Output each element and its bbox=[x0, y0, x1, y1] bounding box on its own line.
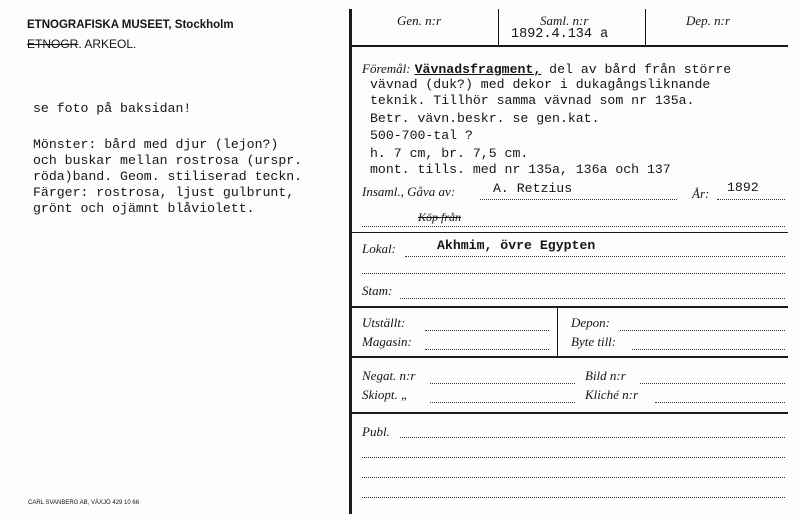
donor-value: A. Retzius bbox=[493, 181, 573, 196]
object-line-1-rest: del av bård från större bbox=[541, 62, 732, 77]
skiopt-label: Skiopt. „ bbox=[362, 387, 409, 402]
object-line-4: Betr. vävn.beskr. se gen.kat. bbox=[370, 111, 600, 126]
photo-note: se foto på baksidan! bbox=[33, 101, 192, 116]
header-rule bbox=[351, 45, 788, 47]
magasin-label: Magasin: bbox=[362, 334, 412, 349]
card-divider bbox=[349, 9, 352, 514]
rule-negat bbox=[351, 356, 788, 358]
pattern-line-2: och buskar mellan rostrosa (urspr. bbox=[33, 153, 303, 168]
colors-line-1: Färger: rostrosa, ljust gulbrunt, bbox=[33, 185, 295, 200]
byte-label: Byte till: bbox=[571, 334, 617, 349]
saml-nr-label: Saml. n:r bbox=[540, 13, 589, 28]
dep-nr-label: Dep. n:r bbox=[686, 13, 731, 28]
department-line bbox=[27, 37, 136, 51]
kliche-label: Kliché n:r bbox=[585, 387, 639, 402]
printer-imprint: CARL SVANBERG AB, VÄXJÖ 429 10 66 bbox=[28, 500, 140, 506]
lokal-value: Akhmim, övre Egypten bbox=[437, 238, 596, 253]
colors-line-2: grönt och ojämnt blåviolett. bbox=[33, 201, 255, 216]
lokal-label: Lokal: bbox=[362, 241, 396, 256]
foremal-label: Föremål: bbox=[362, 61, 411, 76]
object-line-3: teknik. Tillhör samma vävnad som nr 135a. bbox=[370, 93, 695, 108]
insaml-label: Insaml., Gåva av: bbox=[362, 184, 456, 199]
object-line-2: vävnad (duk?) med dekor i dukagångsliknande bbox=[370, 77, 711, 92]
pattern-line-3: röda)band. Geom. stiliserad teckn. bbox=[33, 169, 303, 184]
museum-title: ETNOGRAFISKA MUSEET, Stockholm bbox=[27, 19, 234, 31]
saml-nr-value: 1892.4.134 a bbox=[511, 27, 609, 42]
ar-label: År: bbox=[692, 186, 710, 201]
gen-nr-label: Gen. n:r bbox=[397, 13, 442, 28]
rule-utstallt bbox=[351, 306, 788, 308]
utstallt-label: Utställt: bbox=[362, 315, 406, 330]
depon-divider bbox=[557, 308, 558, 356]
struck-department: ETNOGR bbox=[27, 37, 79, 51]
object-line-7: mont. tills. med nr 135a, 136a och 137 bbox=[370, 162, 671, 177]
bild-label: Bild n:r bbox=[585, 368, 626, 383]
publ-label: Publ. bbox=[362, 424, 390, 439]
stam-label: Stam: bbox=[362, 283, 393, 298]
object-title: Vävnadsfragment, bbox=[414, 62, 542, 77]
object-line-5: 500-700-tal ? bbox=[370, 128, 473, 143]
department-rest: . ARKEOL. bbox=[78, 37, 137, 51]
header-divider-1 bbox=[498, 9, 499, 45]
object-line-6: h. 7 cm, br. 7,5 cm. bbox=[370, 146, 529, 161]
depon-label: Depon: bbox=[571, 315, 610, 330]
negat-label: Negat. n:r bbox=[362, 368, 416, 383]
rule-lokal bbox=[351, 232, 788, 233]
struck-purchase-label: Köp från bbox=[418, 210, 462, 224]
pattern-line-1: Mönster: bård med djur (lejon?) bbox=[33, 137, 279, 152]
header-divider-2 bbox=[645, 9, 646, 45]
object-first-line bbox=[362, 60, 731, 78]
rule-publ bbox=[351, 412, 788, 414]
ar-value: 1892 bbox=[727, 180, 759, 195]
